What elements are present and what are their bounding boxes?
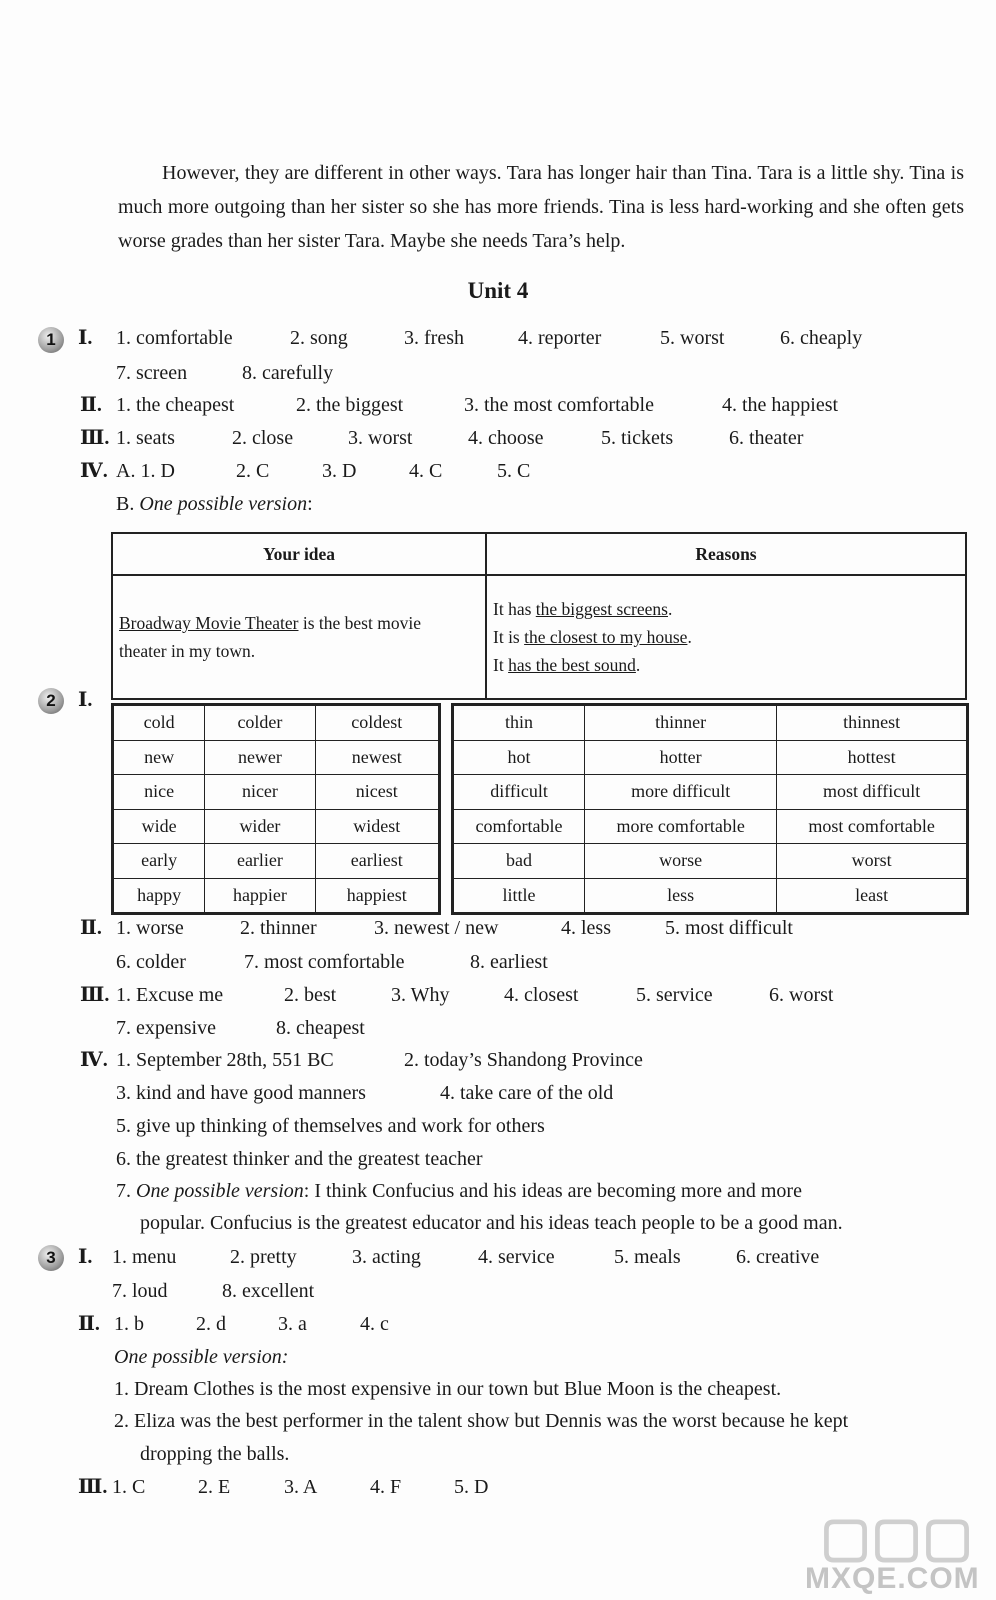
s2-III-label: Ⅲ.: [80, 984, 110, 1006]
s2-III-8: 8. cheapest: [276, 1017, 365, 1039]
s3-III-3: 3. A: [284, 1476, 318, 1498]
s3-III-4: 4. F: [370, 1476, 402, 1498]
s1-I-8: 8. carefully: [242, 362, 334, 384]
s1-IV-B-prefix: B.: [116, 493, 135, 515]
s3-III-1: 1. C: [112, 1476, 146, 1498]
s1-III-5: 5. tickets: [601, 427, 674, 449]
adjective-row: [113, 775, 440, 810]
s2-II-label: Ⅱ.: [80, 917, 102, 939]
intro-paragraph: [118, 156, 964, 258]
adjective-cell: widest: [315, 809, 439, 844]
s2-IV-5: 5. give up thinking of themselves and work for others: [116, 1115, 545, 1137]
reason-2-underlined: the closest to my house: [524, 627, 688, 647]
s2-IV-2: 2. today’s Shandong Province: [404, 1049, 643, 1071]
s1-I-7: 7. screen: [116, 362, 188, 384]
s3-I-1: 1. menu: [112, 1246, 177, 1268]
s1-IV-B-version: One possible version: [139, 493, 308, 515]
s2-II-1: 1. worse: [116, 917, 184, 939]
adjective-cell: nice: [113, 775, 205, 810]
s3-II-label: Ⅱ.: [78, 1313, 100, 1335]
s3-sent2-line1: 2. Eliza was the best performer in the talent show but Dennis was the worst because he kept: [114, 1410, 849, 1432]
s1-II-label: Ⅱ.: [80, 394, 102, 416]
adjective-cell: happiest: [315, 878, 439, 914]
adjective-cell: cold: [113, 705, 205, 741]
s1-I-label: Ⅰ.: [78, 327, 93, 349]
s2-IV-7-num: 7.: [116, 1180, 131, 1202]
adjective-row: [113, 844, 440, 879]
s1-I-2: 2. song: [290, 327, 348, 349]
adjective-cell: colder: [205, 705, 315, 741]
idea-reasons-table: [111, 532, 967, 700]
adjective-row: [453, 878, 968, 914]
s2-III-5: 5. service: [636, 984, 713, 1006]
adjective-cell: difficult: [453, 775, 585, 810]
idea-underlined: Broadway Movie Theater: [119, 613, 299, 633]
idea-rest2: theater in my town.: [119, 641, 256, 661]
reason-3-pre: It: [493, 655, 509, 675]
adjective-cell: less: [585, 878, 777, 914]
adjective-cell: hot: [453, 740, 585, 775]
adjective-row: [113, 878, 440, 914]
adjective-cell: comfortable: [453, 809, 585, 844]
s3-I-3: 3. acting: [352, 1246, 421, 1268]
s3-version: One possible version:: [114, 1346, 289, 1368]
adjective-row: [453, 844, 968, 879]
s1-IV-label: Ⅳ.: [80, 460, 108, 482]
idea-rest1: is the best movie: [298, 613, 421, 633]
s2-IV-7-version: One possible version: [136, 1180, 304, 1202]
s3-II-4: 4. c: [360, 1313, 389, 1335]
adjective-row: [113, 705, 440, 741]
adjective-cell: newer: [205, 740, 315, 775]
s3-sent2-line2: dropping the balls.: [140, 1443, 290, 1465]
s3-sent1: 1. Dream Clothes is the most expensive in our town but Blue Moon is the cheapest.: [114, 1378, 782, 1400]
adjective-cell: hotter: [585, 740, 777, 775]
adjective-cell: thinner: [585, 705, 777, 741]
s1-II-1: 1. the cheapest: [116, 394, 235, 416]
s2-II-5: 5. most difficult: [665, 917, 793, 939]
s3-III-2: 2. E: [198, 1476, 231, 1498]
s2-IV-3: 3. kind and have good manners: [116, 1082, 366, 1104]
adjective-cell: worst: [777, 844, 968, 879]
reason-1-post: .: [667, 599, 673, 619]
s2-III-6: 6. worst: [769, 984, 834, 1006]
adjective-cell: wider: [205, 809, 315, 844]
reason-2-pre: It is: [493, 627, 525, 647]
adjective-cell: thin: [453, 705, 585, 741]
adjective-cell: happier: [205, 878, 315, 914]
s2-II-7: 7. most comfortable: [244, 951, 405, 973]
s3-III-label: Ⅲ.: [78, 1476, 108, 1498]
s2-I-label: Ⅰ.: [78, 689, 93, 711]
adjective-cell: more difficult: [585, 775, 777, 810]
header-your-idea: Your idea: [112, 533, 486, 575]
s1-I-5: 5. worst: [660, 327, 725, 349]
s2-III-4: 4. closest: [504, 984, 579, 1006]
s2-IV-6: 6. the greatest thinker and the greatest teacher: [116, 1148, 483, 1170]
watermark-logo: ▢▢▢: [820, 1507, 974, 1567]
s3-I-7: 7. loud: [112, 1280, 168, 1302]
adjective-cell: least: [777, 878, 968, 914]
reason-3-underlined: has the best sound: [508, 655, 636, 675]
adjective-cell: hottest: [777, 740, 968, 775]
adjective-cell: newest: [315, 740, 439, 775]
s2-III-3: 3. Why: [391, 984, 450, 1006]
s2-II-2: 2. thinner: [240, 917, 317, 939]
adjective-cell: coldest: [315, 705, 439, 741]
s3-III-5: 5. D: [454, 1476, 489, 1498]
s1-IV-A2: 2. C: [236, 460, 270, 482]
s3-II-1: 1. b: [114, 1313, 144, 1335]
s1-I-3: 3. fresh: [404, 327, 464, 349]
s2-II-3: 3. newest / new: [374, 917, 499, 939]
s1-II-2: 2. the biggest: [296, 394, 404, 416]
adjective-cell: earliest: [315, 844, 439, 879]
s2-IV-7-text1: : I think Confucius and his ideas are becoming more and more: [303, 1180, 802, 1202]
adjective-cell: thinnest: [777, 705, 968, 741]
s1-I-1: 1. comfortable: [116, 327, 233, 349]
unit-title: Unit 4: [467, 278, 529, 303]
idea-cell: [112, 575, 486, 699]
adjective-cell: nicest: [315, 775, 439, 810]
adjective-cell: wide: [113, 809, 205, 844]
adjective-row: [113, 809, 440, 844]
reason-1-pre: It has: [493, 599, 536, 619]
s2-IV-7-line2: popular. Confucius is the greatest educator and his ideas teach people to be a good man.: [140, 1212, 843, 1234]
section-3-badge: 3: [38, 1245, 64, 1271]
s3-I-2: 2. pretty: [230, 1246, 297, 1268]
s1-IV-B-line: [116, 494, 313, 514]
header-reasons: Reasons: [486, 533, 966, 575]
adjective-row: [453, 809, 968, 844]
section-2-badge: 2: [38, 688, 64, 714]
reason-1-underlined: the biggest screens: [535, 599, 668, 619]
s1-III-2: 2. close: [232, 427, 294, 449]
adjective-cell: most difficult: [777, 775, 968, 810]
s2-II-8: 8. earliest: [470, 951, 548, 973]
s1-II-4: 4. the happiest: [722, 394, 839, 416]
s2-IV-1: 1. September 28th, 551 BC: [116, 1049, 334, 1071]
adjective-cell: little: [453, 878, 585, 914]
adjective-cell: most comfortable: [777, 809, 968, 844]
reason-2-post: .: [687, 627, 692, 647]
adjective-cell: happy: [113, 878, 205, 914]
adjective-cell: earlier: [205, 844, 315, 879]
adjective-row: [453, 705, 968, 741]
s2-III-2: 2. best: [284, 984, 337, 1006]
s2-II-4: 4. less: [561, 917, 611, 939]
s1-IV-A3: 3. D: [322, 460, 357, 482]
s1-IV-A1: A. 1. D: [116, 460, 175, 482]
s2-IV-7-line1: [116, 1181, 802, 1201]
adjective-cell: worse: [585, 844, 777, 879]
s1-II-3: 3. the most comfortable: [464, 394, 654, 416]
s1-III-label: Ⅲ.: [80, 427, 110, 449]
watermark-text: MXQE.COM: [805, 1562, 980, 1595]
s3-I-label: Ⅰ.: [78, 1246, 93, 1268]
s3-II-3: 3. a: [278, 1313, 307, 1335]
s1-III-3: 3. worst: [348, 427, 413, 449]
s3-II-2: 2. d: [196, 1313, 226, 1335]
s3-I-6: 6. creative: [736, 1246, 820, 1268]
s3-I-5: 5. meals: [614, 1246, 681, 1268]
s1-IV-B-colon: :: [307, 493, 313, 515]
s2-II-6: 6. colder: [116, 951, 186, 973]
reason-3-post: .: [635, 655, 641, 675]
s1-III-1: 1. seats: [116, 427, 175, 449]
adjective-row: [453, 775, 968, 810]
s3-I-4: 4. service: [478, 1246, 555, 1268]
s2-IV-label: Ⅳ.: [80, 1049, 108, 1071]
s2-IV-4: 4. take care of the old: [440, 1082, 614, 1104]
s2-III-7: 7. expensive: [116, 1017, 216, 1039]
s1-IV-A5: 5. C: [497, 460, 531, 482]
adjective-row: [453, 740, 968, 775]
adjective-row: [113, 740, 440, 775]
reasons-cell: [486, 575, 966, 699]
s1-I-4: 4. reporter: [518, 327, 602, 349]
s1-IV-A4: 4. C: [409, 460, 443, 482]
adjective-table-left: [111, 703, 441, 915]
s1-III-6: 6. theater: [729, 427, 804, 449]
s3-I-8: 8. excellent: [222, 1280, 315, 1302]
adjective-cell: early: [113, 844, 205, 879]
adjective-cell: bad: [453, 844, 585, 879]
section-1-badge: 1: [38, 327, 64, 353]
s1-III-4: 4. choose: [468, 427, 544, 449]
s1-I-6: 6. cheaply: [780, 327, 863, 349]
adjective-cell: nicer: [205, 775, 315, 810]
adjective-cell: new: [113, 740, 205, 775]
adjective-cell: more comfortable: [585, 809, 777, 844]
s2-III-1: 1. Excuse me: [116, 984, 224, 1006]
adjective-table-right: [451, 703, 969, 915]
intro-text: However, they are different in other ways. Tara has longer hair than Tina. Tara is a little shy. Tina is much more outgoing than her sister so she has more friends. Tina is less hard-working and she often gets worse grades than her sister Tara. Maybe she needs Tara’s help.: [118, 162, 964, 252]
